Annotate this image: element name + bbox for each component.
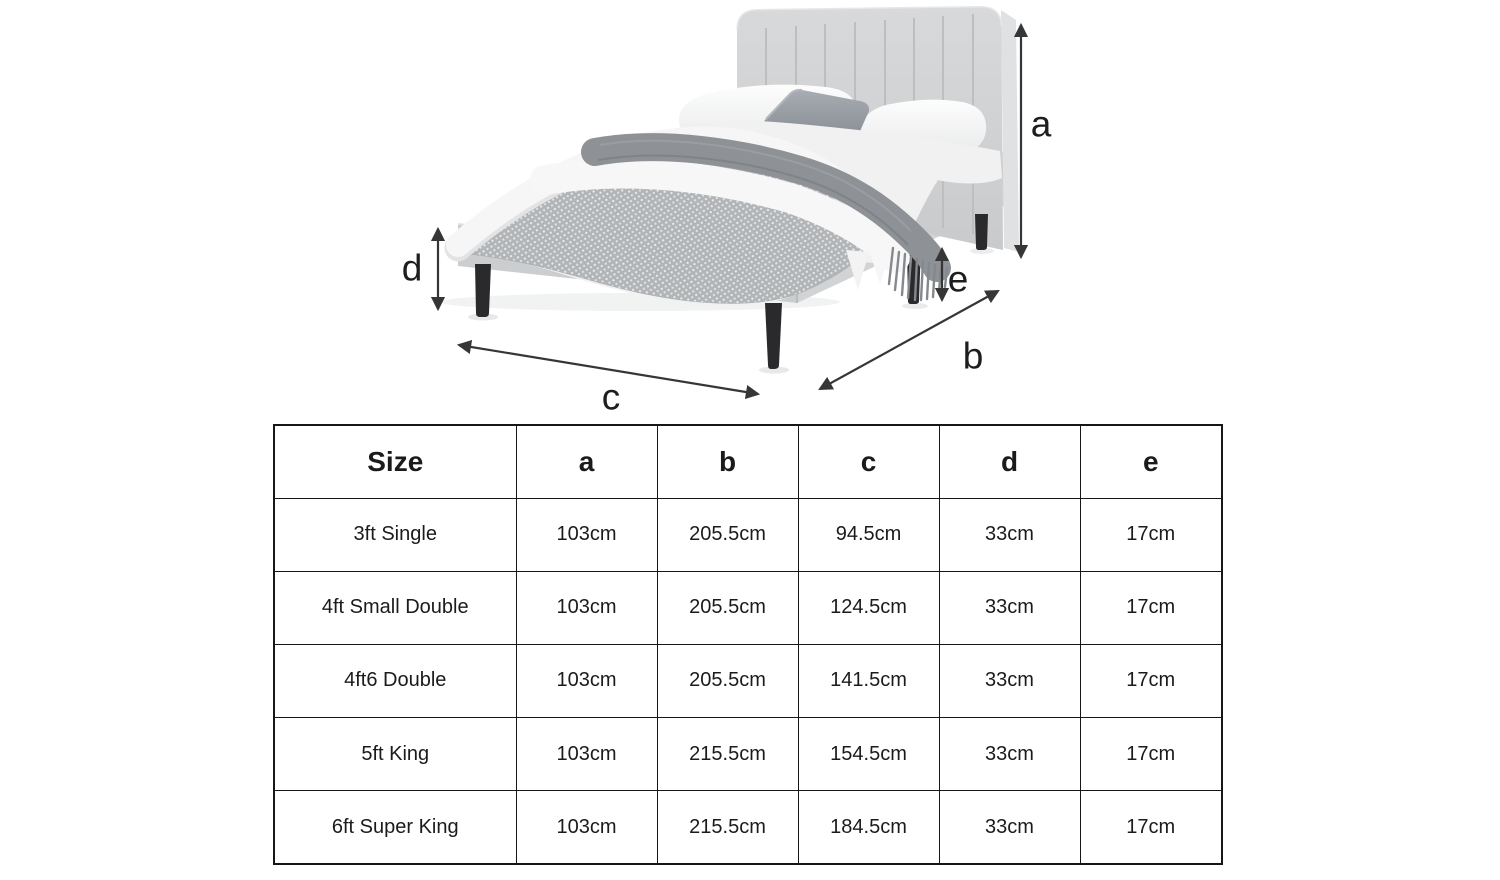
dim-cell: 103cm	[516, 571, 657, 644]
dim-label-e: e	[947, 258, 969, 300]
headboard-side-edge	[1001, 10, 1019, 252]
dim-cell: 17cm	[1080, 791, 1222, 864]
dim-cell: 17cm	[1080, 498, 1222, 571]
dim-cell: 184.5cm	[798, 791, 939, 864]
col-header-e: e	[1080, 425, 1222, 498]
dim-label-a: a	[1030, 103, 1052, 145]
dim-label-c: c	[601, 376, 621, 418]
bed-leg-front-right	[765, 303, 782, 369]
dim-cell: 33cm	[939, 791, 1080, 864]
size-table	[273, 424, 1223, 865]
dim-cell: 215.5cm	[657, 718, 798, 791]
table-row	[274, 498, 1222, 571]
dim-cell: 33cm	[939, 571, 1080, 644]
dim-cell: 205.5cm	[657, 571, 798, 644]
dim-label-b: b	[962, 335, 984, 377]
size-name-cell: 5ft King	[274, 718, 516, 791]
col-header-c: c	[798, 425, 939, 498]
dim-cell: 33cm	[939, 718, 1080, 791]
dim-cell: 103cm	[516, 718, 657, 791]
dim-cell: 103cm	[516, 644, 657, 717]
col-header-b: b	[657, 425, 798, 498]
size-table-header-row	[274, 425, 1222, 498]
dim-cell: 205.5cm	[657, 644, 798, 717]
table-row	[274, 791, 1222, 864]
col-header-size: Size	[274, 425, 516, 498]
size-name-cell: 6ft Super King	[274, 791, 516, 864]
bed-leg-front-left	[475, 264, 491, 317]
dim-cell: 124.5cm	[798, 571, 939, 644]
col-header-a: a	[516, 425, 657, 498]
col-header-d: d	[939, 425, 1080, 498]
dim-cell: 17cm	[1080, 571, 1222, 644]
dim-cell: 154.5cm	[798, 718, 939, 791]
table-row	[274, 571, 1222, 644]
dim-cell: 141.5cm	[798, 644, 939, 717]
table-row	[274, 644, 1222, 717]
dim-label-d: d	[401, 247, 423, 289]
table-row	[274, 718, 1222, 791]
dim-cell: 33cm	[939, 498, 1080, 571]
dim-cell: 215.5cm	[657, 791, 798, 864]
bed-leg-back	[975, 214, 988, 250]
size-name-cell: 4ft Small Double	[274, 571, 516, 644]
dim-cell: 17cm	[1080, 718, 1222, 791]
dim-cell: 103cm	[516, 791, 657, 864]
size-name-cell: 4ft6 Double	[274, 644, 516, 717]
dim-cell: 94.5cm	[798, 498, 939, 571]
dim-cell: 205.5cm	[657, 498, 798, 571]
dim-cell: 103cm	[516, 498, 657, 571]
bed-dimension-diagram	[0, 0, 1500, 424]
dim-cell: 17cm	[1080, 644, 1222, 717]
size-name-cell: 3ft Single	[274, 498, 516, 571]
dim-cell: 33cm	[939, 644, 1080, 717]
